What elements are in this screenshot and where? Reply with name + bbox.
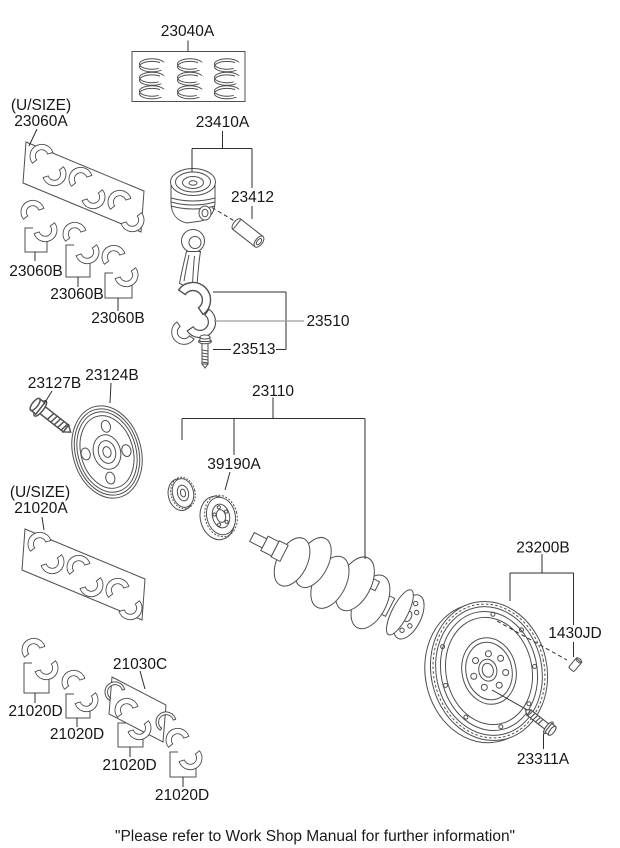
part-label-piston[interactable]: 23410A: [195, 114, 250, 131]
part-label-main-bearing-a[interactable]: 21020D: [8, 703, 63, 720]
footer-note: "Please refer to Work Shop Manual for further information": [114, 828, 516, 845]
part-label-main-bearing-d[interactable]: 21020D: [154, 787, 210, 804]
part-label-piston-pin[interactable]: 23412: [230, 189, 275, 206]
part-label-connecting-rod[interactable]: 23510: [306, 313, 350, 330]
part-label-flywheel-bolt[interactable]: 23311A: [516, 751, 570, 768]
part-label-main-bearing-set-usize[interactable]: (U/SIZE): [9, 484, 71, 501]
part-label-thrust-washer-set[interactable]: 21030C: [112, 656, 168, 673]
part-label-crankshaft-pulley[interactable]: 23124B: [85, 367, 139, 384]
part-label-main-bearing-c[interactable]: 21020D: [102, 757, 157, 774]
part-label-conrod-bearing-c[interactable]: 23060B: [91, 310, 145, 327]
part-label-crankshaft[interactable]: 23110: [252, 383, 294, 400]
part-label-tone-wheel[interactable]: 39190A: [207, 456, 261, 473]
piston-drawing: [171, 169, 216, 224]
part-label-conrod-bearing-set-usize[interactable]: (U/SIZE): [10, 97, 72, 114]
part-label-conrod-bearing-b[interactable]: 23060B: [50, 286, 104, 303]
part-label-conrod-bearing-set[interactable]: 23060A: [14, 113, 68, 130]
part-label-dowel-pin[interactable]: 1430JD: [548, 625, 602, 642]
part-label-flywheel[interactable]: 23200B: [516, 539, 570, 557]
part-label-main-bearing-set[interactable]: 21020A: [14, 500, 68, 517]
part-label-main-bearing-b[interactable]: 21020D: [49, 726, 105, 743]
part-label-piston-ring-set[interactable]: 23040A: [160, 23, 215, 40]
part-label-conrod-bearing-a[interactable]: 23060B: [9, 263, 63, 280]
part-label-pulley-bolt[interactable]: 23127B: [27, 375, 82, 392]
part-label-conrod-bolt[interactable]: 23513: [232, 341, 276, 358]
